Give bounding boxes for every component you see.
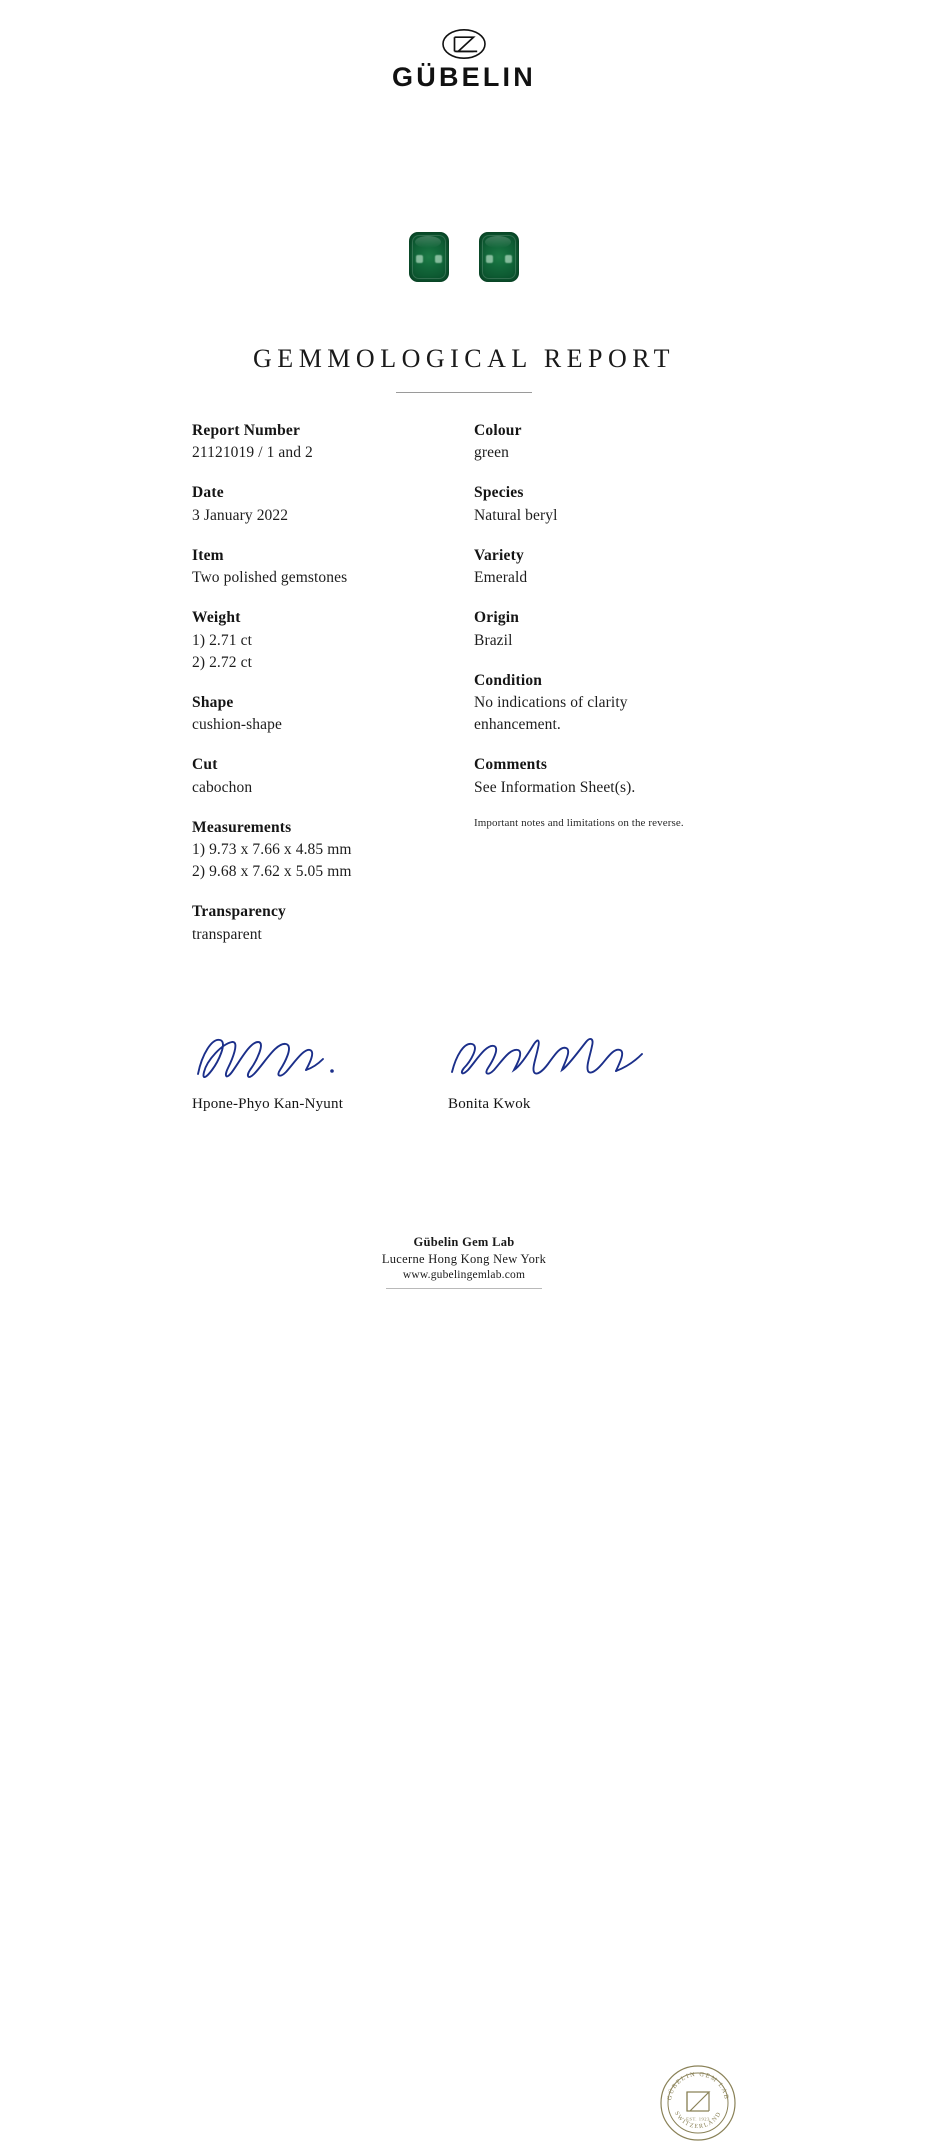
signature-name: Bonita Kwok <box>448 1096 531 1112</box>
field-cut <box>192 754 462 798</box>
field-weight <box>192 607 462 673</box>
field-label: Weight <box>192 609 241 627</box>
field-variety <box>474 545 764 589</box>
field-label: Origin <box>474 609 520 627</box>
footer-website[interactable]: www.gubelingemlab.com <box>402 1269 526 1281</box>
field-date <box>192 482 462 526</box>
brand-wordmark: GÜBELIN <box>392 62 536 92</box>
field-value: 1) 9.73 x 7.66 x 4.85 mm <box>192 841 352 859</box>
footer-locations: Lucerne Hong Kong New York <box>381 1252 547 1266</box>
field-item <box>192 545 462 589</box>
field-label: Cut <box>192 756 218 774</box>
page-title: GEMMOLOGICAL REPORT <box>253 344 675 373</box>
field-value: No indications of clarity <box>474 694 628 712</box>
field-value: 21121019 / 1 and 2 <box>192 444 313 462</box>
field-value: 1) 2.71 ct <box>192 631 252 649</box>
field-measurements <box>192 817 462 883</box>
field-origin <box>474 607 764 651</box>
field-label: Measurements <box>192 818 292 836</box>
field-label: Transparency <box>192 903 286 921</box>
signature-1 <box>192 1028 442 1113</box>
field-label: Condition <box>474 671 543 689</box>
signature-ink-icon <box>192 1028 442 1086</box>
gem-facet-left <box>416 255 423 263</box>
signature-name: Hpone-Phyo Kan-Nyunt <box>192 1096 344 1112</box>
gem-facet-left <box>486 255 493 263</box>
footer-divider <box>386 1288 542 1289</box>
gubelin-hourglass-logo-icon <box>441 28 487 62</box>
field-value: See Information Sheet(s). <box>474 778 636 796</box>
field-value: Natural beryl <box>474 506 558 524</box>
field-shape <box>192 692 462 736</box>
field-label: Colour <box>474 422 522 439</box>
field-value: green <box>474 444 509 462</box>
field-label: Comments <box>474 756 548 774</box>
field-value: 3 January 2022 <box>192 506 289 524</box>
field-value: 2) 9.68 x 7.62 x 5.05 mm <box>192 863 352 881</box>
gem-facet-right <box>505 255 512 263</box>
signature-ink-icon <box>448 1028 668 1086</box>
field-value: cushion-shape <box>192 716 282 734</box>
gem-highlight <box>485 236 511 248</box>
signature-2 <box>448 1028 668 1113</box>
gem-facet-right <box>435 255 442 263</box>
svg-text:GÜBELIN GEM LAB: GÜBELIN GEM LAB <box>666 2070 730 2101</box>
field-value: 2) 2.72 ct <box>192 653 252 671</box>
brand-header <box>0 28 928 91</box>
gemstone-image-1 <box>409 232 449 282</box>
field-label: Date <box>192 484 224 502</box>
field-label: Variety <box>474 546 524 564</box>
field-value: cabochon <box>192 778 253 796</box>
field-value: Two polished gemstones <box>192 569 348 587</box>
field-colour <box>474 420 764 464</box>
report-fields <box>0 420 928 960</box>
field-report-number <box>192 420 462 464</box>
svg-text:SWITZERLAND: SWITZERLAND <box>673 2110 723 2131</box>
field-species <box>474 482 764 526</box>
page-footer <box>0 1235 928 1289</box>
field-value: Brazil <box>474 631 513 649</box>
field-condition <box>474 670 764 736</box>
field-value: Emerald <box>474 569 528 587</box>
report-fields-right-column <box>474 420 764 829</box>
field-comments <box>474 754 764 798</box>
field-label: Item <box>192 546 224 564</box>
svg-text:EST. 1923: EST. 1923 <box>686 2116 710 2122</box>
gubelin-lab-seal-icon <box>659 2064 737 2142</box>
gem-highlight <box>415 236 441 248</box>
footer-lab-name: Gübelin Gem Lab <box>413 1235 515 1249</box>
field-value: transparent <box>192 925 262 943</box>
field-value: enhancement. <box>474 716 561 734</box>
field-label: Report Number <box>192 422 301 439</box>
field-label: Species <box>474 484 524 502</box>
field-label: Shape <box>192 693 234 711</box>
reverse-side-note: Important notes and limitations on the reverse. <box>474 816 684 829</box>
gemstone-image-2 <box>479 232 519 282</box>
title-divider <box>396 392 532 393</box>
gemstone-photos <box>0 232 928 282</box>
report-fields-left-column <box>192 420 462 964</box>
field-transparency <box>192 901 462 945</box>
